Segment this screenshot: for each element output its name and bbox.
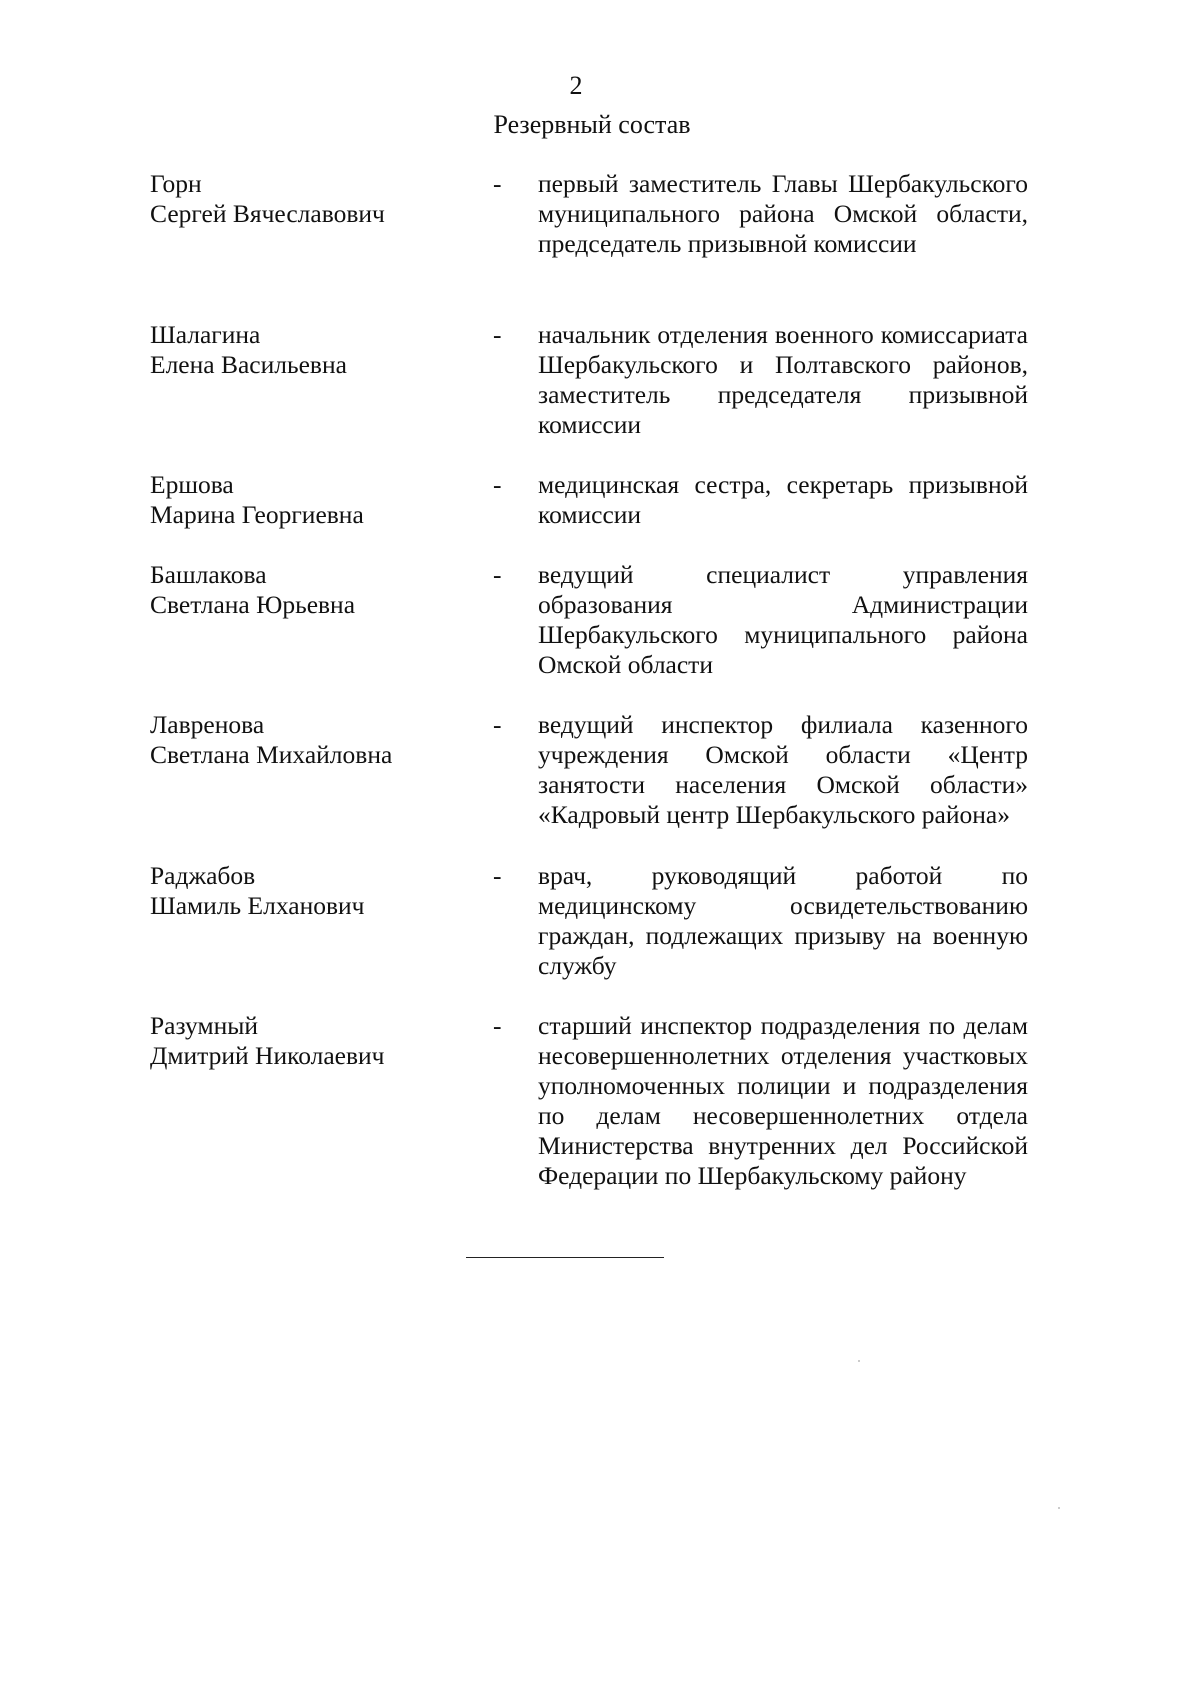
member-role: ведущий специалист управления образования Администрации Шербакульского муниципального района Омской области: [538, 560, 1028, 679]
member-dash: -: [493, 710, 502, 739]
member-role: старший инспектор подразделения по делам несовершеннолетних отделения участковых уполномоченных полиции и подразделения по делам несовершеннолетних отдела Министерства внутренних дел Российской Федерации по Шербакульскому району: [538, 1011, 1028, 1190]
member-given-names: Марина Георгиевна: [150, 500, 364, 529]
scan-speck: [858, 1360, 860, 1362]
page-number: 2: [569, 71, 583, 100]
member-surname: Башлакова: [150, 560, 267, 589]
member-given-names: Светлана Михайловна: [150, 740, 393, 769]
member-name: [150, 861, 470, 921]
member-surname: Разумный: [150, 1011, 259, 1040]
member-role: первый заместитель Главы Шербакульского муниципального района Омской области, председатель призывной комиссии: [538, 169, 1028, 258]
end-divider: [466, 1257, 664, 1258]
member-dash: -: [493, 470, 502, 499]
member-given-names: Елена Васильевна: [150, 350, 347, 379]
member-surname: Раджабов: [150, 861, 256, 890]
member-dash: -: [493, 169, 502, 198]
member-role: врач, руководящий работой по медицинскому освидетельствованию граждан, подлежащих призыву на военную службу: [538, 861, 1028, 980]
member-dash: -: [493, 320, 502, 349]
member-role: медицинская сестра, секретарь призывной комиссии: [538, 470, 1028, 529]
member-surname: Горн: [150, 169, 202, 198]
member-name: [150, 710, 470, 770]
member-role: начальник отделения военного комиссариата Шербакульского и Полтавского районов, заместитель председателя призывной комиссии: [538, 320, 1028, 439]
member-name: [150, 320, 470, 380]
member-role: ведущий инспектор филиала казенного учреждения Омской области «Центр занятости населения Омской области» «Кадровый центр Шербакульского района»: [538, 710, 1028, 829]
member-given-names: Дмитрий Николаевич: [150, 1041, 385, 1070]
member-surname: Лавренова: [150, 710, 265, 739]
member-dash: -: [493, 861, 502, 890]
member-name: [150, 470, 470, 530]
member-surname: Шалагина: [150, 320, 261, 349]
member-name: [150, 560, 470, 620]
member-given-names: Сергей Вячеславович: [150, 199, 385, 228]
member-dash: -: [493, 560, 502, 589]
member-name: [150, 169, 470, 229]
member-given-names: Шамиль Елханович: [150, 891, 365, 920]
scan-speck: [1058, 1507, 1060, 1509]
section-title: Резервный состав: [493, 110, 691, 139]
member-dash: -: [493, 1011, 502, 1040]
member-surname: Ершова: [150, 470, 234, 499]
member-given-names: Светлана Юрьевна: [150, 590, 356, 619]
member-name: [150, 1011, 470, 1071]
